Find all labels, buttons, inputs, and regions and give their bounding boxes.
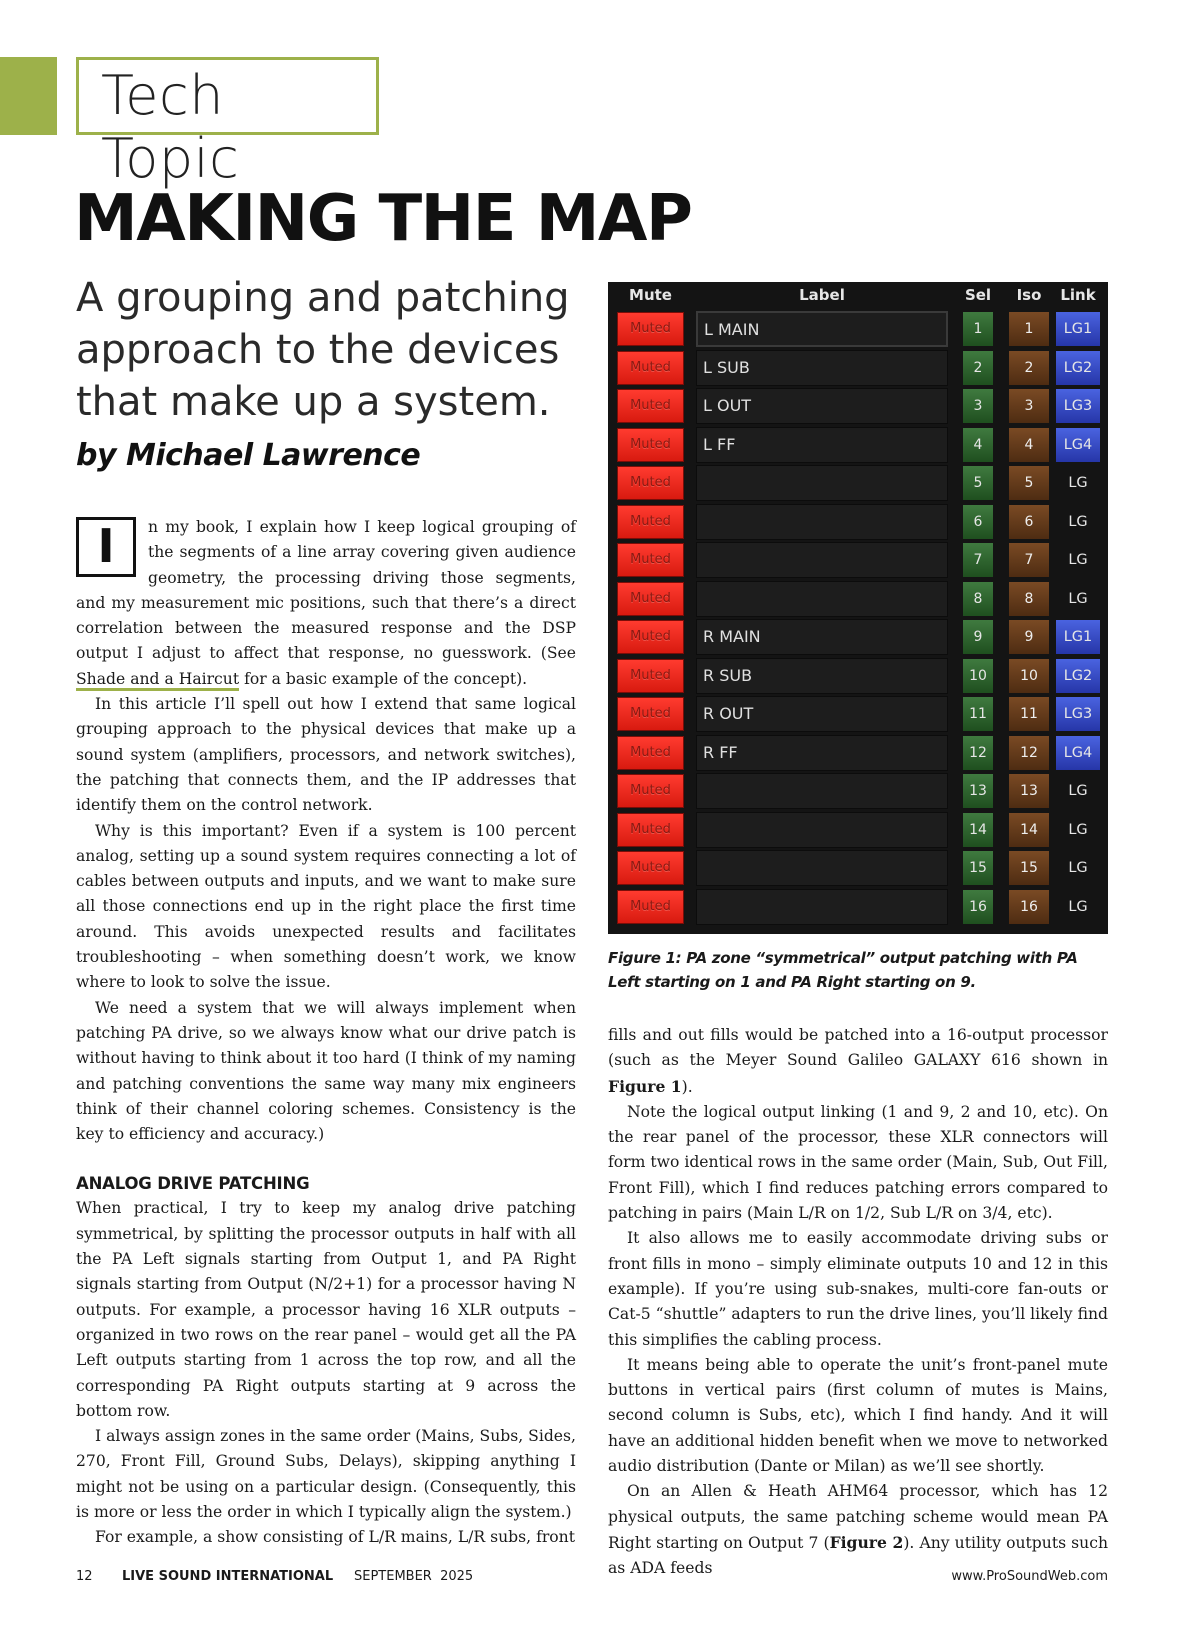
channel-label-field[interactable]: L OUT	[696, 388, 948, 424]
issue-date: SEPTEMBER 2025	[354, 1569, 474, 1584]
link-group-button[interactable]: LG	[1068, 590, 1088, 607]
section-tag-box	[76, 57, 379, 190]
select-button[interactable]: 14	[963, 813, 993, 847]
mute-button[interactable]: Muted	[617, 505, 684, 539]
select-button[interactable]: 5	[963, 466, 993, 500]
paragraph: In this article I’ll spell out how I extend that same logical grouping approach to the physical devices that make up a sound system (amplifiers, processors, and network switches), the patching that connects them, and the IP addresses that identify them on the control network.	[76, 695, 576, 815]
figure-2-reference: Figure 2	[829, 1532, 904, 1552]
iso-button[interactable]: 6	[1009, 505, 1049, 539]
paragraph	[608, 1023, 1108, 1100]
page-number: 12	[76, 1569, 93, 1584]
paragraph	[76, 1525, 576, 1550]
paragraph: Why is this important? Even if a system is 100 percent analog, setting up a sound system requires connecting a lot of cables between outputs and inputs, and we want to make sure all those connections end up in the right place the first time around. This avoids unexpected results and facilitates troubleshooting – when something doesn’t work, we know where to look to solve the issue.	[76, 821, 576, 992]
mute-button[interactable]: Muted	[617, 813, 684, 847]
paragraph: It also allows me to easily accommodate driving subs or front fills in mono – simply eliminate outputs 10 and 12 in this example). If you’re using sub-snakes, multi-core fan-outs or Cat-5 “shuttle” adapters to run the drive lines, you’ll likely find this simplifies the cabling process.	[608, 1229, 1108, 1349]
iso-button[interactable]: 13	[1009, 774, 1049, 808]
link-group-button[interactable]: LG	[1068, 898, 1088, 915]
mute-button[interactable]: Muted	[617, 774, 684, 808]
select-button[interactable]: 15	[963, 851, 993, 885]
byline: by Michael Lawrence	[76, 438, 421, 473]
channel-label-field[interactable]	[696, 504, 948, 540]
mute-button[interactable]: Muted	[617, 428, 684, 462]
select-button[interactable]: 10	[963, 659, 993, 693]
iso-button[interactable]: 14	[1009, 813, 1049, 847]
mute-button[interactable]: Muted	[617, 312, 684, 346]
link-group-button[interactable]: LG4	[1056, 736, 1100, 770]
iso-button[interactable]: 7	[1009, 543, 1049, 577]
iso-button[interactable]: 9	[1009, 620, 1049, 654]
channel-label-field[interactable]: R FF	[696, 735, 948, 771]
mute-button[interactable]: Muted	[617, 620, 684, 654]
mute-button[interactable]: Muted	[617, 351, 684, 385]
select-button[interactable]: 3	[963, 389, 993, 423]
channel-label-field[interactable]	[696, 465, 948, 501]
iso-button[interactable]: 11	[1009, 697, 1049, 731]
mute-button[interactable]: Muted	[617, 736, 684, 770]
shade-and-haircut-link[interactable]: Shade and a Haircut	[76, 670, 239, 691]
channel-label-field[interactable]	[696, 581, 948, 617]
iso-button[interactable]: 8	[1009, 582, 1049, 616]
iso-button[interactable]: 3	[1009, 389, 1049, 423]
paragraph: We need a system that we will always implement when patching PA drive, so we always know what our drive patch is without having to think about it too hard (I think of my naming and patching conventions the same way many mix engineers think of their channel coloring schemes. Consistency is the key to efficiency and accuracy.)	[76, 998, 576, 1144]
paragraph: I always assign zones in the same order (Mains, Subs, Sides, 270, Front Fill, Ground Subs, Delays), skipping anything I might not be using on a particular design. (Consequently, this is more or less the order in which I typically align the system.)	[76, 1427, 576, 1521]
figure-1-reference: Figure 1	[608, 1076, 682, 1096]
channel-label-field[interactable]	[696, 773, 948, 809]
iso-button[interactable]: 15	[1009, 851, 1049, 885]
article-column-right	[608, 1023, 1108, 1582]
paragraph-text: ).	[681, 1077, 693, 1096]
mute-button[interactable]: Muted	[617, 659, 684, 693]
iso-button[interactable]: 10	[1009, 659, 1049, 693]
select-button[interactable]: 12	[963, 736, 993, 770]
channel-label-field[interactable]: L SUB	[696, 350, 948, 386]
select-button[interactable]: 8	[963, 582, 993, 616]
subtitle: A grouping and patching approach to the devices that make up a system.	[76, 275, 570, 425]
link-group-button[interactable]: LG	[1068, 513, 1088, 530]
publication-name: LIVE SOUND INTERNATIONAL	[122, 1569, 334, 1584]
paragraph-text: ). Any utility outputs such as ADA feeds	[608, 1533, 1108, 1578]
iso-button[interactable]: 1	[1009, 312, 1049, 346]
iso-button[interactable]: 5	[1009, 466, 1049, 500]
select-button[interactable]: 13	[963, 774, 993, 808]
link-group-button[interactable]: LG1	[1056, 312, 1100, 346]
figure-caption: Figure 1: PA zone “symmetrical” output patching with PA Left starting on 1 and PA Right starting on 9.	[608, 949, 1078, 991]
drop-cap: I	[76, 517, 136, 577]
page-title: MAKING THE MAP	[74, 182, 692, 256]
link-group-button[interactable]: LG	[1068, 475, 1088, 491]
iso-button[interactable]: 16	[1009, 890, 1049, 924]
select-button[interactable]: 16	[963, 890, 993, 924]
channel-label-field[interactable]: R MAIN	[696, 619, 948, 655]
link-group-button[interactable]: LG3	[1056, 697, 1100, 731]
select-button[interactable]: 1	[963, 312, 993, 346]
select-button[interactable]: 4	[963, 428, 993, 462]
mute-button[interactable]: Muted	[617, 890, 684, 924]
paragraph-text: for a basic example of the concept).	[239, 669, 528, 688]
link-group-button[interactable]: LG1	[1056, 620, 1100, 654]
paragraph	[76, 515, 576, 692]
mute-button[interactable]: Muted	[617, 466, 684, 500]
paragraph-text: n my book, I explain how I keep logical grouping of the segments of a line array covering given audience geometry, the processing driving those segments, and my measurement mic positions, such that there’s a direct correlation between the measured response and the DSP output I adjust to affect that response, no guesswork. (See	[76, 518, 576, 663]
paragraph: It means being able to operate the unit’s front-panel mute buttons in vertical pairs (first column of mutes is Mains, second column is Subs, etc), which I find handy. And it will have an additional hidden benefit when we move to networked audio distribution (Dante or Milan) as we’ll see shortly.	[608, 1355, 1108, 1476]
select-button[interactable]: 11	[963, 697, 993, 731]
mute-button[interactable]: Muted	[617, 851, 684, 885]
select-button[interactable]: 6	[963, 505, 993, 539]
paragraph-text: For example, a show consisting of L/R mains, L/R subs, front	[95, 1528, 575, 1547]
paragraph: When practical, I try to keep my analog drive patching symmetrical, by splitting the processor outputs in half with all the PA Left signals starting from Output 1, and PA Right signals starting from Output (N/2+1) for a processor having N outputs. For example, a processor having 16 XLR outputs – organized in two rows on the rear panel – would get all the PA Left outputs starting from 1 across the top row, and all the corresponding PA Right outputs starting at 9 across the bottom row.	[76, 1199, 576, 1420]
link-group-button[interactable]: LG	[1068, 860, 1088, 876]
select-button[interactable]: 2	[963, 351, 993, 385]
channel-label-field[interactable]	[696, 812, 948, 848]
channel-label-field[interactable]	[696, 542, 948, 578]
website: www.ProSoundWeb.com	[951, 1569, 1108, 1584]
section-tag: Tech Topic	[101, 64, 240, 190]
accent-bar	[0, 57, 57, 135]
header-iso: Iso	[1016, 286, 1042, 304]
mute-button[interactable]: Muted	[617, 389, 684, 423]
header-mute: Mute	[629, 286, 672, 304]
select-button[interactable]: 7	[963, 543, 993, 577]
link-group-button[interactable]: LG	[1068, 552, 1088, 568]
link-group-button[interactable]: LG2	[1056, 351, 1100, 385]
paragraph: Note the logical output linking (1 and 9, 2 and 10, etc). On the rear panel of the processor, these XLR connectors will form two identical rows in the same order (Main, Sub, Out Fill, Front Fill), which I find reduces patching errors compared to patching in pairs (Main L/R on 1/2, Sub L/R on 3/4, etc).	[608, 1102, 1108, 1223]
iso-button[interactable]: 4	[1009, 428, 1049, 462]
link-group-button[interactable]: LG4	[1056, 428, 1100, 462]
select-button[interactable]: 9	[963, 620, 993, 654]
paragraph-text: fills and out fills would be patched into a 16-output processor (such as the Meyer Sound Galileo GALAXY 616 shown in	[608, 1026, 1108, 1070]
link-group-button[interactable]: LG3	[1056, 389, 1100, 423]
channel-label-field[interactable]: R OUT	[696, 696, 948, 732]
iso-button[interactable]: 12	[1009, 736, 1049, 770]
mute-button[interactable]: Muted	[617, 543, 684, 577]
link-group-button[interactable]: LG2	[1056, 659, 1100, 693]
channel-label-field[interactable]	[696, 889, 948, 925]
iso-button[interactable]: 2	[1009, 351, 1049, 385]
header-sel: Sel	[964, 286, 992, 304]
article-column-left	[76, 515, 576, 1551]
header-link: Link	[1060, 286, 1096, 304]
channel-label-field[interactable]: R SUB	[696, 658, 948, 694]
channel-label-field[interactable]: L MAIN	[696, 311, 948, 347]
link-group-button[interactable]: LG	[1068, 821, 1088, 838]
channel-label-field[interactable]	[696, 850, 948, 886]
channel-label-field[interactable]: L FF	[696, 427, 948, 463]
paragraph-text: On an Allen & Heath AHM64 processor, which has 12 physical outputs, the same patching scheme would mean PA Right starting on Output 7 (	[608, 1482, 1108, 1552]
header-label: Label	[799, 286, 845, 304]
section-heading: ANALOG DRIVE PATCHING	[76, 1174, 310, 1194]
paragraph	[608, 1479, 1108, 1581]
link-group-button[interactable]: LG	[1068, 783, 1088, 799]
mute-button[interactable]: Muted	[617, 697, 684, 731]
mute-button[interactable]: Muted	[617, 582, 684, 616]
figure-output-patching-panel	[608, 282, 1108, 934]
